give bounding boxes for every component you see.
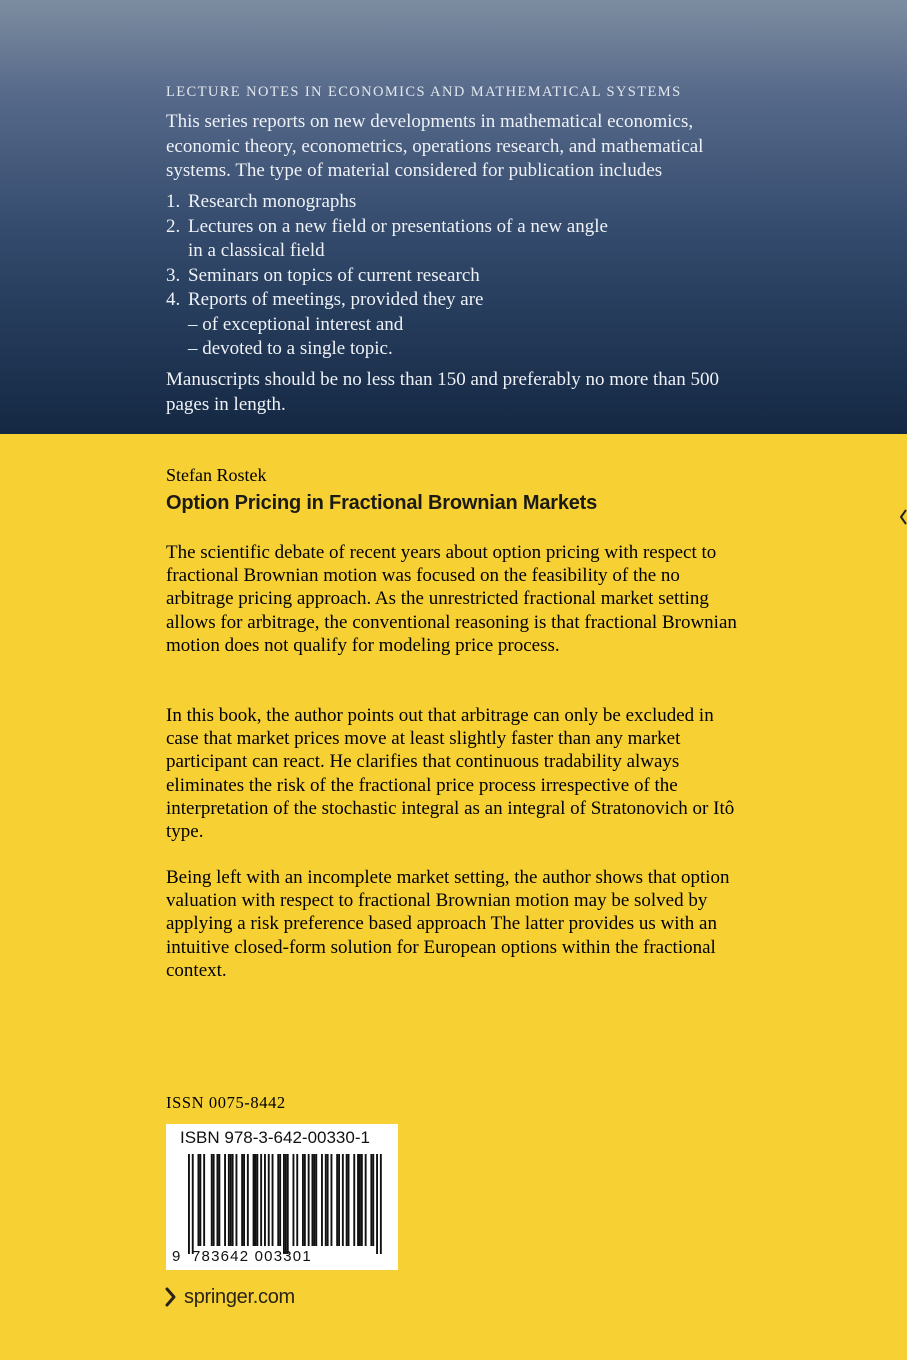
barcode-bar: [230, 1154, 232, 1246]
barcode-bar: [198, 1154, 200, 1246]
barcode-bar: [199, 1154, 201, 1246]
publisher-link[interactable]: [164, 1284, 295, 1310]
barcode-bar: [287, 1154, 289, 1254]
list-sub-item: – of exceptional interest and: [188, 313, 404, 335]
barcode-bar: [256, 1154, 258, 1246]
publisher-site: springer.com: [184, 1285, 295, 1308]
description-paragraph: The scientific debate of recent years about option pricing with respect to fractional Brownian motion was focused on the feasibility of the no arbitrage pricing approach. As the unrestricted fractional market setting allows for arbitrage, the conventional reasoning is that fractional Brownian motion does not qualify for modeling price process.: [166, 542, 737, 656]
barcode-bar: [255, 1154, 257, 1246]
barcode-bar: [308, 1154, 310, 1246]
barcode-bar: [224, 1154, 226, 1246]
barcode-bar: [325, 1154, 327, 1246]
ean-digits: 783642 003301: [192, 1248, 312, 1265]
barcode-bar: [302, 1154, 304, 1246]
barcode-bar: [203, 1154, 205, 1246]
list-number: 2.: [166, 215, 181, 237]
issn: ISSN 0075-8442: [166, 1093, 286, 1112]
barcode-bar: [243, 1154, 245, 1246]
barcode-bar: [247, 1154, 249, 1246]
list-text: Lectures on a new field or presentations of a new angle: [188, 215, 608, 237]
barcode-bar: [380, 1154, 382, 1254]
list-number: 4.: [166, 289, 181, 310]
ean-first-digit: 9: [172, 1248, 181, 1265]
barcode-bar: [313, 1154, 315, 1246]
barcode-bar: [232, 1154, 234, 1246]
barcode-bar: [331, 1154, 333, 1246]
list-text-continued: in a classical field: [188, 240, 325, 261]
description-paragraph: In this book, the author points out that arbitrage can only be excluded in case that market prices move at least slightly faster than any market participant can react. He clarifies that continuous tradability always eliminates the risk of the fractional price process irrespective of the interpretation of the stochastic integral as an integral of Stratonovich or Itô type.: [166, 705, 735, 843]
barcode-bar: [211, 1154, 213, 1246]
barcode-bar: [346, 1154, 348, 1246]
barcode-bar: [253, 1154, 255, 1246]
list-item: [166, 215, 766, 264]
edge-mark-icon: [899, 508, 907, 526]
barcode-bar: [357, 1154, 359, 1246]
barcode-bar: [283, 1154, 285, 1254]
list-number: 1.: [166, 191, 181, 212]
barcode-bar: [370, 1154, 372, 1246]
barcode-bar: [188, 1154, 190, 1254]
list-text: Research monographs: [188, 191, 357, 212]
barcode-bar: [353, 1154, 355, 1246]
barcode-bar: [236, 1154, 238, 1246]
barcode-bar: [304, 1154, 306, 1246]
description-paragraph: Being left with an incomplete market setting, the author shows that option valuation with respect to fractional Brownian motion may be solved by applying a risk preference based approach The latter provides us with an intuitive closed-form solution for European options within the fractional context.: [166, 867, 730, 981]
barcode-bar: [327, 1154, 329, 1246]
barcode-bar: [293, 1154, 295, 1246]
barcode-bar: [376, 1154, 378, 1254]
barcode-bar: [213, 1154, 215, 1246]
barcode-bar: [336, 1154, 338, 1246]
barcode-bar: [279, 1154, 281, 1246]
barcode-bar: [361, 1154, 363, 1246]
barcode-bar: [365, 1154, 367, 1246]
barcode-bar: [348, 1154, 350, 1246]
list-number: 3.: [166, 264, 181, 286]
list-item: [166, 264, 766, 289]
barcode-bar: [260, 1154, 262, 1246]
barcode-bar: [285, 1154, 287, 1254]
series-footer: Manuscripts should be no less than 150 and preferably no more than 500 pages in length.: [166, 369, 719, 415]
series-intro: This series reports on new developments in mathematical economics, economic theory, econometrics, operations research, and mathematical systems. The type of material considered for publication includes: [166, 111, 704, 181]
author-name: Stefan Rostek: [166, 465, 267, 485]
barcode-bar: [315, 1154, 317, 1246]
isbn-barcode-block: [166, 1124, 398, 1270]
barcode-bar: [372, 1154, 374, 1246]
series-panel: [0, 0, 907, 434]
list-text: Seminars on topics of current research: [188, 264, 480, 286]
barcode-bar: [321, 1154, 323, 1246]
isbn: ISBN 978-3-642-00330-1: [180, 1128, 370, 1147]
list-text: Reports of meetings, provided they are: [188, 289, 484, 310]
barcode-bar: [241, 1154, 243, 1246]
barcode-bar: [217, 1154, 219, 1246]
barcode-bar: [268, 1154, 270, 1246]
list-item: [166, 190, 766, 215]
barcode-bar: [192, 1154, 194, 1254]
barcode-bar: [312, 1154, 314, 1246]
series-title: LECTURE NOTES IN ECONOMICS AND MATHEMATICAL SYSTEMS: [166, 84, 682, 100]
book-title: Option Pricing in Fractional Brownian Markets: [166, 492, 598, 514]
list-item: [166, 288, 766, 362]
barcode-bar: [342, 1154, 344, 1246]
barcode-bar: [277, 1154, 279, 1246]
barcode-bar: [296, 1154, 298, 1246]
barcode-bar: [272, 1154, 274, 1246]
barcode-bar: [338, 1154, 340, 1246]
chevron-right-icon: [164, 1286, 178, 1308]
list-sub-item: – devoted to a single topic.: [188, 338, 393, 359]
barcode-bar: [228, 1154, 230, 1246]
barcode-bar: [264, 1154, 266, 1246]
series-list: [166, 190, 766, 362]
barcode-bar: [359, 1154, 361, 1246]
barcode-bar: [218, 1154, 220, 1246]
